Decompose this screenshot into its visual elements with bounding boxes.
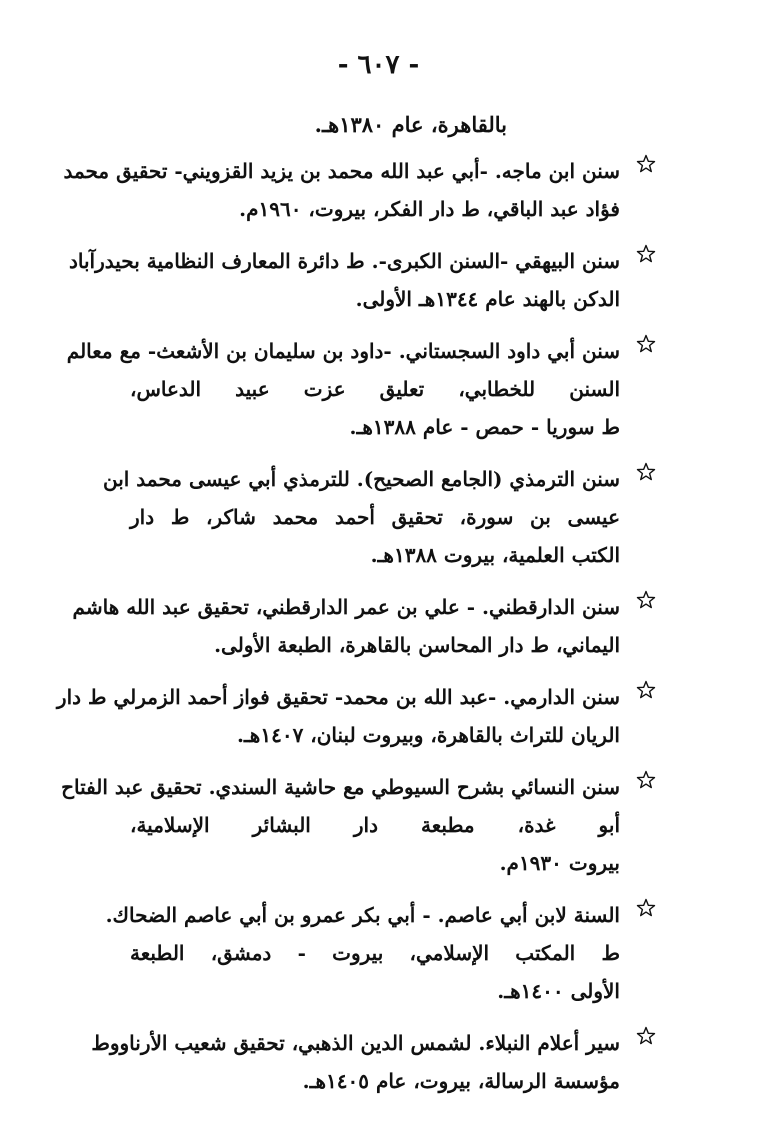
entry-line: الريان للتراث بالقاهرة، وبيروت لبنان، ١٤٠٧هـ. (236, 723, 620, 747)
bibliography-entry (105, 896, 650, 1010)
star-outline-icon (636, 1026, 656, 1046)
entry-line: بيروت ١٩٣٠م. (499, 851, 620, 875)
star-outline-icon (636, 680, 656, 700)
page-number: - ٦٠٧ - (337, 50, 420, 80)
entry-line: السنة لابن أبي عاصم. - أبي بكر عمرو بن أبي عاصم الضحاك. (105, 903, 620, 927)
entry-line: سنن النسائي بشرح السيوطي مع حاشية السندي. تحقيق عبد الفتاح (61, 775, 620, 799)
entry-line: سنن ابن ماجه. -أبي عبد الله محمد بن يزيد القزويني- تحقيق محمد (63, 159, 620, 183)
entry-line: سنن الدارمي. -عبد الله بن محمد- تحقيق فواز أحمد الزمرلي ط دار (56, 685, 620, 709)
entry-line: الكتب العلمية، بيروت ١٣٨٨هـ. (370, 543, 620, 567)
entry-line: عيسى بن سورة، تحقيق أحمد محمد شاكر، ط دار (130, 505, 620, 529)
star-outline-icon (636, 154, 656, 174)
entry-line: ط المكتب الإسلامي، بيروت - دمشق، الطبعة (130, 941, 620, 965)
bibliography-entry (63, 152, 650, 228)
entry-line: سير أعلام النبلاء. لشمس الدين الذهبي، تحقيق شعيب الأرناووط (91, 1031, 620, 1055)
entry-line: اليماني، ط دار المحاسن بالقاهرة، الطبعة الأولى. (214, 633, 620, 657)
star-outline-icon (636, 770, 656, 790)
star-outline-icon (636, 334, 656, 354)
bibliography-entry (91, 1024, 650, 1100)
entry-line: السنن للخطابي، تعليق عزت عبيد الدعاس، (130, 377, 620, 401)
bibliography-entry (56, 678, 650, 754)
bibliography-entry (61, 768, 650, 882)
star-outline-icon (636, 590, 656, 610)
entry-line: سنن الدارقطني. - علي بن عمر الدارقطني، تحقيق عبد الله هاشم (72, 595, 620, 619)
bibliography-entry (66, 332, 650, 446)
entry-line: فؤاد عبد الباقي، ط دار الفكر، بيروت، ١٩٦٠م. (239, 197, 620, 221)
star-outline-icon (636, 462, 656, 482)
entry-line: مؤسسة الرسالة، بيروت، عام ١٤٠٥هـ. (302, 1069, 620, 1093)
bibliography-entry (102, 460, 650, 574)
star-outline-icon (636, 244, 656, 264)
bibliography-list (56, 152, 650, 1114)
entry-line: سنن البيهقي -السنن الكبرى-. ط دائرة المعارف النظامية بحيدرآباد (68, 249, 620, 273)
entry-line: سنن الترمذي (الجامع الصحيح). للترمذي أبي عيسى محمد ابن (102, 467, 620, 491)
entry-line: ط سوريا - حمص - عام ١٣٨٨هـ. (349, 415, 620, 439)
entry-line: سنن أبي داود السجستاني. -داود بن سليمان بن الأشعث- مع معالم (66, 339, 620, 363)
entry-line: الدكن بالهند عام ١٣٤٤هـ الأولى. (355, 287, 620, 311)
bibliography-entry (68, 242, 650, 318)
bibliography-entry (72, 588, 650, 664)
continued-entry-text: بالقاهرة، عام ١٣٨٠هـ. (314, 112, 507, 137)
entry-line: أبو غدة، مطبعة دار البشائر الإسلامية، (130, 813, 620, 837)
entry-line: الأولى ١٤٠٠هـ. (497, 979, 620, 1003)
star-outline-icon (636, 898, 656, 918)
